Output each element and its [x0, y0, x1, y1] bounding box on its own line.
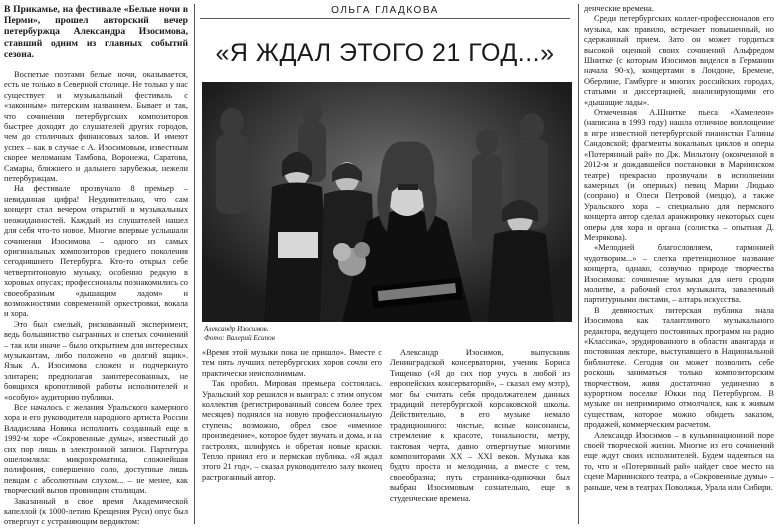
- photo-caption: [204, 325, 404, 343]
- col4-paragraph: денческие времена.: [584, 4, 654, 13]
- col3-paragraph: Александр Изосимов, выпускник Ленинградской консерватории, ученик Бориса Тищенко («Я до сих пор учусь в любой из европейских консерваторий», – сказал ему мэтр), мог бы считать себя продолжателем данных традиций петербургской корсаковской школы. Действительно, в его музыке немало традиционного: чистые, ясные консонансы, стремление к красоте, тональности, метру, тактовая черта, давно отвергнутые многими композиторами XX – XXI веков. Музыка как будто проста и мелодична, а вместе с тем, своеобразна; путь странника-одиночки был выбран Изосимовым сознательно, еще в студенческие времена.: [390, 348, 570, 503]
- col4-paragraph: Отмеченная А.Шнитке пьеса «Хамелеон» (написана в 1993 году) нашла отличное воплощение в игре известной петербургской пианистки Галины Сандовской; фрагменты вокальных циклов и оперы «Потерянный рай» по Дж. Мильтону (оконченной в 2012-м и дождавшейся постановки в Мариинском театре) прекрасно прозвучали в исполнении камерных (и оперных) певиц Марии Людько (сопрано) и Олеси Петровой (меццо), а также Уральского хора – специально для пермского концерта автор сделал аранжировку некоторых сцен оперы для хора и органа (солистка – опытная Д. Мезрякова).: [584, 108, 774, 242]
- headline: «Я ЖДАЛ ЭТОГО 21 ГОД...»: [215, 39, 555, 67]
- article-column-1: [4, 4, 188, 526]
- col4-paragraph: Александр Изосимов – в кульминационной поре своей творческой жизни. Многие из его сочинений еще ждут своих исполнителей. Будем надеяться на то, что и «Потерянный рай» найдет свое место на сцене Мариинского театра, а «Сокровенные думы» – раньше, чем в театрах Поволжья, Урала или Сибири.: [584, 430, 774, 492]
- col1-paragraph: На фестивале прозвучало 8 премьер – невиданная цифра! Неудивительно, что сам концерт стал вечером открытий и музыкальных неожиданностей. Каждый из слушателей нашел для себя что-то новое. Многие впервые услышали сочинения Изосимова – одного из самых оригинальных композиторов среднего поколения сегодняшнего Петербурга. Кто-то открыл себе четвертитоновую музыку, особенно редкую в хоровых опусах; профессионалы познакомились со своеобразным «дышащим ладом» и возможностями современной оркестровки, вокала и хора.: [4, 184, 188, 319]
- photo-caption-name: Александр Изосимов.: [204, 325, 269, 333]
- header-rule: [200, 18, 570, 19]
- concert-photo-image: [202, 82, 572, 322]
- concert-photo: [202, 82, 572, 322]
- article-column-3: [390, 348, 570, 526]
- col2-paragraph: «Время этой музыки пока не пришло». Вместе с тем пять лучших петербургских хоров сочли его практически неисполнимым.: [202, 348, 382, 378]
- col1-paragraph: Все началось с желания Уральского камерного хора и его руководителя народного артиста России Владислава Новика исполнить созданный еще в 1992-м хоре «Сокровенные думы», известный до сих пор лишь в электронной записи. Партитура ошеломляла: микрохроматика, сложнейшая полифония, совершенно соло, доступные лишь певцам с абсолютным слухом... – не менее, как творческий вызов провинции столицам.: [4, 403, 188, 496]
- article-column-4: [584, 4, 774, 526]
- col1-paragraph: Воспетые поэтами белые ночи, оказывается, есть не только в Северной столице. Не только у нас существует и музыкальный фестиваль с «законным» питерским названием. Бывает и так, что сочинения петербургских композиторов быстрее доходят до слушателей других городов, чем до столичных финансовых залов. И имеют успех – как в случае с А. Изосимовым, известным скорее меломанам Тамбова, Воронежа, Саратова, Самары, ближнего и дальнего зарубежья, нежели петербуржцам.: [4, 70, 188, 184]
- article-column-2: [202, 348, 382, 526]
- col4-paragraph: В девяностых питерская публика знала Изосимова как талантливого музыкального редактора, ведущего постоянных программ на радио «Классика», эрудированного в области авангарда и постоянная лекторе, выступавшего в Национальной библиотеке. Сегодня он может позволить себе роскошь заниматься только композиторским творчеством, живя достаточно уединенно в курортном поселке Юкки под Петербургом. В музыке он непримиримо отмолчался, как к живым существам, которое можно обидеть заказом, продажей, коммерческим расчетом.: [584, 305, 774, 430]
- col1-paragraph: Заказанный в свое время Академической капеллой (к 1000-летию Крещения Руси) опус был отвергнут с устраняющим вердиктом:: [4, 496, 188, 526]
- author-byline: ОЛЬГА ГЛАДКОВА: [331, 5, 439, 16]
- col2-paragraph: Так пробил. Мировая премьера состоялась. Уральский хор решился и выиграл: с этим опусом коллектив (регистрированный совсем более трех месяцев) поднялся на новую профессиональную ступень; возможно, обрел свое «именное произведение», которое будет звучать и дома, и на гастролях, шлифуясь и обретая новые краски. Тепло принял его и пермская публика. «Я ждал этого 21 год», – сказал руководителю залу вконец растроганный автор.: [202, 379, 382, 482]
- column-divider: [578, 4, 579, 524]
- photo-credit: Фото: Валерий Есипов: [204, 334, 275, 342]
- col1-paragraph: Это был смелый, рискованный эксперимент, ведь большинство сыгранных и спетых сочинений – так или иначе – было открытием для интересных музыкантам, либо положено «в долгий ящик». Язык А. Изосимова сложен и подчеркнуто элитарен; предполагая заинтересованных, не боящихся кропотливой работы исполнителей и «особую» аудиторию публики.: [4, 319, 188, 402]
- col4-paragraph: Среди петербургских коллег-профессионалов его музыка, как правило, встречает повышенный, но сдержанный прием. Зато он может гордиться высокой оценкой своих сочинений Альфредом Шнитке (с которым Изосимов виделся в Германии начала 90-х), концертами в Лондоне, Бремене, Оберлине, Гамбурге и многих российских городах, статьями и диссертацией, анализирующими его «дышащие лады».: [584, 14, 774, 107]
- article-lead: В Прикамье, на фестивале «Белые ночи в Перми», прошел авторский вечер петербуржца Александра Изосимова, ставший одним из главных событий сезона.: [4, 4, 188, 60]
- column-divider: [194, 4, 195, 524]
- col4-paragraph: «Мелодией благословляем, гармонией чудотворим...» – слегка претенциозное название концерта, однако, созвучно природе творчества Изосимова: сочинение музыки для него сродни молитве, а рабочий стол музыканта, заваленный партитурными листами, – алтарь искусства.: [584, 243, 774, 305]
